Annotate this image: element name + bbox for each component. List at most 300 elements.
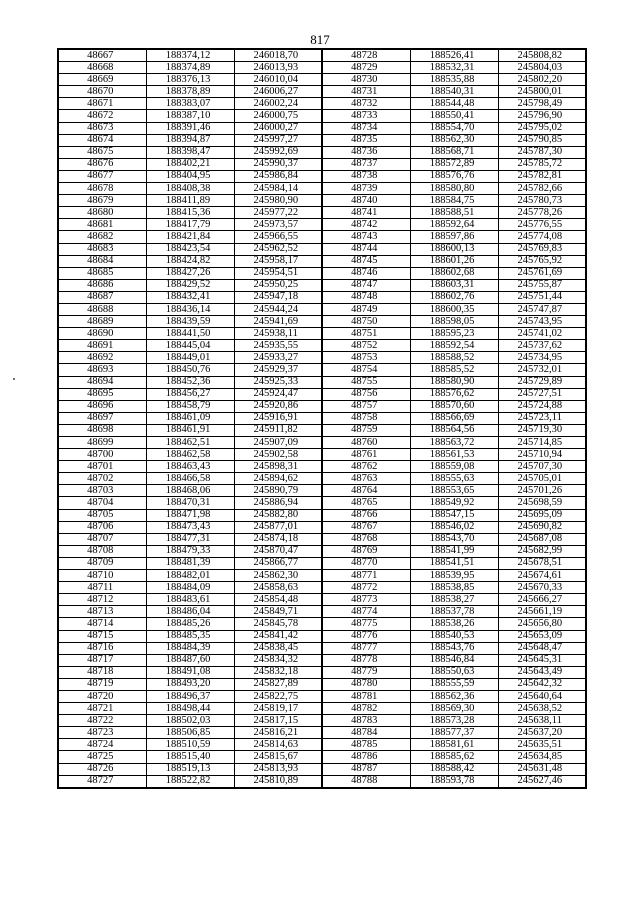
- x-coordinate-cell: 188485,35: [146, 630, 234, 642]
- y-coordinate-cell: 245935,55: [234, 340, 322, 352]
- y-coordinate-cell: 245782,81: [498, 170, 586, 182]
- point-number-cell: 48692: [58, 352, 146, 364]
- point-number-cell: 48752: [322, 340, 410, 352]
- point-number-cell: 48762: [322, 461, 410, 473]
- point-number-cell: 48712: [58, 594, 146, 606]
- point-number-cell: 48730: [322, 74, 410, 86]
- y-coordinate-cell: 245627,46: [498, 775, 586, 788]
- x-coordinate-cell: 188562,36: [410, 690, 498, 702]
- point-number-cell: 48779: [322, 666, 410, 678]
- table-row: [58, 279, 586, 291]
- x-coordinate-cell: 188429,52: [146, 279, 234, 291]
- point-number-cell: 48760: [322, 437, 410, 449]
- y-coordinate-cell: 245796,90: [498, 110, 586, 122]
- table-row: [58, 727, 586, 739]
- y-coordinate-cell: 245634,85: [498, 751, 586, 763]
- point-number-cell: 48759: [322, 424, 410, 436]
- x-coordinate-cell: 188470,31: [146, 497, 234, 509]
- y-coordinate-cell: 245631,48: [498, 763, 586, 775]
- y-coordinate-cell: 245755,87: [498, 279, 586, 291]
- x-coordinate-cell: 188374,89: [146, 62, 234, 74]
- point-number-cell: 48688: [58, 303, 146, 315]
- point-number-cell: 48719: [58, 678, 146, 690]
- y-coordinate-cell: 245674,61: [498, 570, 586, 582]
- point-number-cell: 48705: [58, 509, 146, 521]
- x-coordinate-cell: 188540,53: [410, 630, 498, 642]
- x-coordinate-cell: 188538,85: [410, 582, 498, 594]
- point-number-cell: 48667: [58, 49, 146, 62]
- x-coordinate-cell: 188546,84: [410, 654, 498, 666]
- point-number-cell: 48716: [58, 642, 146, 654]
- x-coordinate-cell: 188600,13: [410, 243, 498, 255]
- table-row: [58, 570, 586, 582]
- y-coordinate-cell: 245648,47: [498, 642, 586, 654]
- x-coordinate-cell: 188588,51: [410, 207, 498, 219]
- point-number-cell: 48736: [322, 146, 410, 158]
- y-coordinate-cell: 245640,64: [498, 690, 586, 702]
- y-coordinate-cell: 245838,45: [234, 642, 322, 654]
- table-row: [58, 158, 586, 170]
- point-number-cell: 48757: [322, 400, 410, 412]
- y-coordinate-cell: 245790,85: [498, 134, 586, 146]
- table-row: [58, 195, 586, 207]
- y-coordinate-cell: 245724,88: [498, 400, 586, 412]
- x-coordinate-cell: 188462,51: [146, 437, 234, 449]
- point-number-cell: 48680: [58, 207, 146, 219]
- x-coordinate-cell: 188561,53: [410, 449, 498, 461]
- point-number-cell: 48682: [58, 231, 146, 243]
- y-coordinate-cell: 245690,82: [498, 521, 586, 533]
- x-coordinate-cell: 188496,37: [146, 690, 234, 702]
- table-row: [58, 775, 586, 788]
- y-coordinate-cell: 245785,72: [498, 158, 586, 170]
- y-coordinate-cell: 245866,77: [234, 557, 322, 569]
- x-coordinate-cell: 188421,84: [146, 231, 234, 243]
- point-number-cell: 48676: [58, 158, 146, 170]
- y-coordinate-cell: 245743,95: [498, 316, 586, 328]
- x-coordinate-cell: 188559,08: [410, 461, 498, 473]
- table-row: [58, 509, 586, 521]
- y-coordinate-cell: 245776,55: [498, 219, 586, 231]
- point-number-cell: 48773: [322, 594, 410, 606]
- point-number-cell: 48686: [58, 279, 146, 291]
- y-coordinate-cell: 245705,01: [498, 473, 586, 485]
- table-row: [58, 291, 586, 303]
- point-number-cell: 48755: [322, 376, 410, 388]
- y-coordinate-cell: 245734,95: [498, 352, 586, 364]
- x-coordinate-cell: 188468,06: [146, 485, 234, 497]
- y-coordinate-cell: 245886,94: [234, 497, 322, 509]
- x-coordinate-cell: 188404,95: [146, 170, 234, 182]
- table-row: [58, 594, 586, 606]
- x-coordinate-cell: 188498,44: [146, 703, 234, 715]
- point-number-cell: 48746: [322, 267, 410, 279]
- y-coordinate-cell: 245907,09: [234, 437, 322, 449]
- table-row: [58, 146, 586, 158]
- x-coordinate-cell: 188553,65: [410, 485, 498, 497]
- y-coordinate-cell: 245645,31: [498, 654, 586, 666]
- y-coordinate-cell: 245929,37: [234, 364, 322, 376]
- x-coordinate-cell: 188537,78: [410, 606, 498, 618]
- table-row: [58, 340, 586, 352]
- x-coordinate-cell: 188569,30: [410, 703, 498, 715]
- table-row: [58, 400, 586, 412]
- point-number-cell: 48723: [58, 727, 146, 739]
- y-coordinate-cell: 245666,27: [498, 594, 586, 606]
- table-row: [58, 170, 586, 182]
- x-coordinate-cell: 188539,95: [410, 570, 498, 582]
- table-row: [58, 666, 586, 678]
- table-row: [58, 134, 586, 146]
- point-number-cell: 48740: [322, 195, 410, 207]
- table-row: [58, 703, 586, 715]
- x-coordinate-cell: 188588,52: [410, 352, 498, 364]
- y-coordinate-cell: 245698,59: [498, 497, 586, 509]
- table-row: [58, 412, 586, 424]
- table-row: [58, 690, 586, 702]
- y-coordinate-cell: 245798,49: [498, 98, 586, 110]
- x-coordinate-cell: 188424,82: [146, 255, 234, 267]
- y-coordinate-cell: 245635,51: [498, 739, 586, 751]
- y-coordinate-cell: 245941,69: [234, 316, 322, 328]
- y-coordinate-cell: 245765,92: [498, 255, 586, 267]
- x-coordinate-cell: 188550,41: [410, 110, 498, 122]
- point-number-cell: 48717: [58, 654, 146, 666]
- point-number-cell: 48724: [58, 739, 146, 751]
- point-number-cell: 48678: [58, 183, 146, 195]
- y-coordinate-cell: 246018,70: [234, 49, 322, 62]
- y-coordinate-cell: 245827,89: [234, 678, 322, 690]
- point-number-cell: 48776: [322, 630, 410, 642]
- x-coordinate-cell: 188554,70: [410, 122, 498, 134]
- x-coordinate-cell: 188387,10: [146, 110, 234, 122]
- x-coordinate-cell: 188423,54: [146, 243, 234, 255]
- y-coordinate-cell: 245894,62: [234, 473, 322, 485]
- table-row: [58, 328, 586, 340]
- point-number-cell: 48679: [58, 195, 146, 207]
- table-row: [58, 388, 586, 400]
- point-number-cell: 48669: [58, 74, 146, 86]
- point-number-cell: 48781: [322, 690, 410, 702]
- point-number-cell: 48738: [322, 170, 410, 182]
- table-row: [58, 533, 586, 545]
- x-coordinate-cell: 188600,35: [410, 303, 498, 315]
- table-row: [58, 715, 586, 727]
- y-coordinate-cell: 245882,80: [234, 509, 322, 521]
- x-coordinate-cell: 188555,59: [410, 678, 498, 690]
- x-coordinate-cell: 188394,87: [146, 134, 234, 146]
- point-number-cell: 48675: [58, 146, 146, 158]
- point-number-cell: 48745: [322, 255, 410, 267]
- y-coordinate-cell: 245938,11: [234, 328, 322, 340]
- table-row: [58, 485, 586, 497]
- x-coordinate-cell: 188592,54: [410, 340, 498, 352]
- point-number-cell: 48689: [58, 316, 146, 328]
- y-coordinate-cell: 245877,01: [234, 521, 322, 533]
- table-row: [58, 606, 586, 618]
- table-row: [58, 424, 586, 436]
- point-number-cell: 48731: [322, 86, 410, 98]
- x-coordinate-cell: 188580,80: [410, 183, 498, 195]
- table-row: [58, 642, 586, 654]
- y-coordinate-cell: 245817,15: [234, 715, 322, 727]
- point-number-cell: 48767: [322, 521, 410, 533]
- point-number-cell: 48672: [58, 110, 146, 122]
- point-number-cell: 48706: [58, 521, 146, 533]
- y-coordinate-cell: 245714,85: [498, 437, 586, 449]
- x-coordinate-cell: 188391,46: [146, 122, 234, 134]
- y-coordinate-cell: 245747,87: [498, 303, 586, 315]
- x-coordinate-cell: 188378,89: [146, 86, 234, 98]
- x-coordinate-cell: 188576,76: [410, 170, 498, 182]
- x-coordinate-cell: 188602,68: [410, 267, 498, 279]
- table-row: [58, 219, 586, 231]
- table-row: [58, 62, 586, 74]
- y-coordinate-cell: 245787,30: [498, 146, 586, 158]
- x-coordinate-cell: 188532,31: [410, 62, 498, 74]
- point-number-cell: 48697: [58, 412, 146, 424]
- point-number-cell: 48787: [322, 763, 410, 775]
- y-coordinate-cell: 245814,63: [234, 739, 322, 751]
- y-coordinate-cell: 245973,57: [234, 219, 322, 231]
- point-number-cell: 48763: [322, 473, 410, 485]
- y-coordinate-cell: 245701,26: [498, 485, 586, 497]
- x-coordinate-cell: 188462,58: [146, 449, 234, 461]
- y-coordinate-cell: 245670,33: [498, 582, 586, 594]
- x-coordinate-cell: 188584,75: [410, 195, 498, 207]
- point-number-cell: 48734: [322, 122, 410, 134]
- x-coordinate-cell: 188456,27: [146, 388, 234, 400]
- point-number-cell: 48770: [322, 557, 410, 569]
- coordinates-table: [57, 48, 587, 789]
- table-row: [58, 98, 586, 110]
- y-coordinate-cell: 245997,27: [234, 134, 322, 146]
- x-coordinate-cell: 188415,36: [146, 207, 234, 219]
- point-number-cell: 48786: [322, 751, 410, 763]
- point-number-cell: 48704: [58, 497, 146, 509]
- y-coordinate-cell: 245729,89: [498, 376, 586, 388]
- y-coordinate-cell: 245874,18: [234, 533, 322, 545]
- point-number-cell: 48782: [322, 703, 410, 715]
- y-coordinate-cell: 245977,22: [234, 207, 322, 219]
- x-coordinate-cell: 188580,90: [410, 376, 498, 388]
- table-row: [58, 545, 586, 557]
- point-number-cell: 48707: [58, 533, 146, 545]
- x-coordinate-cell: 188598,05: [410, 316, 498, 328]
- table-row: [58, 352, 586, 364]
- point-number-cell: 48732: [322, 98, 410, 110]
- y-coordinate-cell: 245813,93: [234, 763, 322, 775]
- point-number-cell: 48727: [58, 775, 146, 788]
- table-row: [58, 678, 586, 690]
- x-coordinate-cell: 188538,26: [410, 618, 498, 630]
- point-number-cell: 48713: [58, 606, 146, 618]
- x-coordinate-cell: 188411,89: [146, 195, 234, 207]
- point-number-cell: 48761: [322, 449, 410, 461]
- point-number-cell: 48771: [322, 570, 410, 582]
- x-coordinate-cell: 188408,38: [146, 183, 234, 195]
- point-number-cell: 48747: [322, 279, 410, 291]
- table-row: [58, 751, 586, 763]
- point-number-cell: 48698: [58, 424, 146, 436]
- point-number-cell: 48768: [322, 533, 410, 545]
- y-coordinate-cell: 245727,51: [498, 388, 586, 400]
- x-coordinate-cell: 188473,43: [146, 521, 234, 533]
- point-number-cell: 48777: [322, 642, 410, 654]
- x-coordinate-cell: 188487,60: [146, 654, 234, 666]
- table-row: [58, 110, 586, 122]
- x-coordinate-cell: 188577,37: [410, 727, 498, 739]
- y-coordinate-cell: 245800,01: [498, 86, 586, 98]
- x-coordinate-cell: 188581,61: [410, 739, 498, 751]
- point-number-cell: 48728: [322, 49, 410, 62]
- x-coordinate-cell: 188427,26: [146, 267, 234, 279]
- y-coordinate-cell: 245841,42: [234, 630, 322, 642]
- point-number-cell: 48788: [322, 775, 410, 788]
- point-number-cell: 48766: [322, 509, 410, 521]
- margin-mark: [13, 378, 15, 380]
- page-number: 817: [310, 32, 330, 47]
- y-coordinate-cell: 245845,78: [234, 618, 322, 630]
- y-coordinate-cell: 245944,24: [234, 303, 322, 315]
- point-number-cell: 48749: [322, 303, 410, 315]
- table-row: [58, 316, 586, 328]
- x-coordinate-cell: 188466,58: [146, 473, 234, 485]
- point-number-cell: 48769: [322, 545, 410, 557]
- x-coordinate-cell: 188445,04: [146, 340, 234, 352]
- y-coordinate-cell: 245947,18: [234, 291, 322, 303]
- table-row: [58, 497, 586, 509]
- x-coordinate-cell: 188543,76: [410, 642, 498, 654]
- x-coordinate-cell: 188432,41: [146, 291, 234, 303]
- y-coordinate-cell: 245682,99: [498, 545, 586, 557]
- x-coordinate-cell: 188566,69: [410, 412, 498, 424]
- x-coordinate-cell: 188483,61: [146, 594, 234, 606]
- x-coordinate-cell: 188585,52: [410, 364, 498, 376]
- y-coordinate-cell: 246000,27: [234, 122, 322, 134]
- y-coordinate-cell: 245911,82: [234, 424, 322, 436]
- y-coordinate-cell: 245761,69: [498, 267, 586, 279]
- point-number-cell: 48775: [322, 618, 410, 630]
- x-coordinate-cell: 188481,39: [146, 557, 234, 569]
- point-number-cell: 48683: [58, 243, 146, 255]
- x-coordinate-cell: 188585,62: [410, 751, 498, 763]
- y-coordinate-cell: 245920,86: [234, 400, 322, 412]
- point-number-cell: 48729: [322, 62, 410, 74]
- y-coordinate-cell: 245962,52: [234, 243, 322, 255]
- x-coordinate-cell: 188603,31: [410, 279, 498, 291]
- point-number-cell: 48691: [58, 340, 146, 352]
- y-coordinate-cell: 245954,51: [234, 267, 322, 279]
- x-coordinate-cell: 188526,41: [410, 49, 498, 62]
- y-coordinate-cell: 246006,27: [234, 86, 322, 98]
- y-coordinate-cell: 245678,51: [498, 557, 586, 569]
- point-number-cell: 48751: [322, 328, 410, 340]
- x-coordinate-cell: 188383,07: [146, 98, 234, 110]
- point-number-cell: 48695: [58, 388, 146, 400]
- table-row: [58, 303, 586, 315]
- y-coordinate-cell: 245925,33: [234, 376, 322, 388]
- x-coordinate-cell: 188555,63: [410, 473, 498, 485]
- y-coordinate-cell: 245819,17: [234, 703, 322, 715]
- table-row: [58, 630, 586, 642]
- table-row: [58, 763, 586, 775]
- point-number-cell: 48685: [58, 267, 146, 279]
- point-number-cell: 48670: [58, 86, 146, 98]
- y-coordinate-cell: 245822,75: [234, 690, 322, 702]
- x-coordinate-cell: 188441,50: [146, 328, 234, 340]
- y-coordinate-cell: 245780,73: [498, 195, 586, 207]
- point-number-cell: 48783: [322, 715, 410, 727]
- x-coordinate-cell: 188436,14: [146, 303, 234, 315]
- x-coordinate-cell: 188562,30: [410, 134, 498, 146]
- x-coordinate-cell: 188546,02: [410, 521, 498, 533]
- y-coordinate-cell: 245695,09: [498, 509, 586, 521]
- table-row: [58, 364, 586, 376]
- y-coordinate-cell: 245751,44: [498, 291, 586, 303]
- point-number-cell: 48780: [322, 678, 410, 690]
- y-coordinate-cell: 245687,08: [498, 533, 586, 545]
- point-number-cell: 48708: [58, 545, 146, 557]
- coordinates-table-body: [58, 49, 586, 788]
- y-coordinate-cell: 245637,20: [498, 727, 586, 739]
- point-number-cell: 48744: [322, 243, 410, 255]
- y-coordinate-cell: 245638,11: [498, 715, 586, 727]
- point-number-cell: 48722: [58, 715, 146, 727]
- point-number-cell: 48758: [322, 412, 410, 424]
- y-coordinate-cell: 245653,09: [498, 630, 586, 642]
- table-row: [58, 461, 586, 473]
- x-coordinate-cell: 188538,27: [410, 594, 498, 606]
- y-coordinate-cell: 245986,84: [234, 170, 322, 182]
- y-coordinate-cell: 245710,94: [498, 449, 586, 461]
- point-number-cell: 48718: [58, 666, 146, 678]
- table-row: [58, 437, 586, 449]
- x-coordinate-cell: 188471,98: [146, 509, 234, 521]
- x-coordinate-cell: 188550,63: [410, 666, 498, 678]
- point-number-cell: 48674: [58, 134, 146, 146]
- point-number-cell: 48690: [58, 328, 146, 340]
- y-coordinate-cell: 245849,71: [234, 606, 322, 618]
- point-number-cell: 48714: [58, 618, 146, 630]
- y-coordinate-cell: 245769,83: [498, 243, 586, 255]
- y-coordinate-cell: 245804,03: [498, 62, 586, 74]
- x-coordinate-cell: 188563,72: [410, 437, 498, 449]
- y-coordinate-cell: 246010,04: [234, 74, 322, 86]
- y-coordinate-cell: 245816,21: [234, 727, 322, 739]
- y-coordinate-cell: 245723,11: [498, 412, 586, 424]
- table-row: [58, 255, 586, 267]
- point-number-cell: 48721: [58, 703, 146, 715]
- y-coordinate-cell: 245741,02: [498, 328, 586, 340]
- x-coordinate-cell: 188543,70: [410, 533, 498, 545]
- x-coordinate-cell: 188452,36: [146, 376, 234, 388]
- point-number-cell: 48748: [322, 291, 410, 303]
- point-number-cell: 48710: [58, 570, 146, 582]
- table-row: [58, 618, 586, 630]
- x-coordinate-cell: 188602,76: [410, 291, 498, 303]
- x-coordinate-cell: 188541,99: [410, 545, 498, 557]
- point-number-cell: 48765: [322, 497, 410, 509]
- x-coordinate-cell: 188573,28: [410, 715, 498, 727]
- y-coordinate-cell: 245916,91: [234, 412, 322, 424]
- table-row: [58, 449, 586, 461]
- table-row: [58, 654, 586, 666]
- x-coordinate-cell: 188376,13: [146, 74, 234, 86]
- y-coordinate-cell: 245737,62: [498, 340, 586, 352]
- y-coordinate-cell: 245732,01: [498, 364, 586, 376]
- point-number-cell: 48687: [58, 291, 146, 303]
